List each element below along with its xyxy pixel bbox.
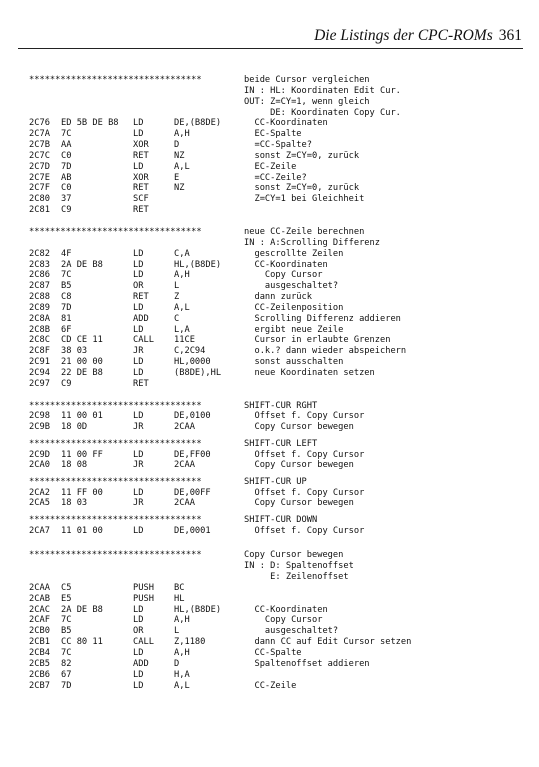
code-line xyxy=(29,422,519,433)
comment: ausgeschaltet? xyxy=(244,281,339,292)
asterisk-separator: ********************************* xyxy=(29,476,202,487)
address: 2C87 xyxy=(29,281,50,292)
opcode-bytes: 4F xyxy=(61,248,72,259)
code-line xyxy=(29,325,519,336)
address: 2CB5 xyxy=(29,658,50,669)
asterisk-separator: ********************************* xyxy=(29,400,202,411)
address: 2CB6 xyxy=(29,669,50,680)
opcode-bytes: 7C xyxy=(61,648,72,658)
operand: E xyxy=(174,172,180,183)
code-line xyxy=(29,162,519,173)
operand: A,L xyxy=(174,161,190,172)
comment: CC-Koordinaten xyxy=(244,604,328,615)
mnemonic: SCF xyxy=(133,194,149,205)
comment: SHIFT-CUR RGHT xyxy=(244,400,318,411)
comment: Copy Cursor bewegen xyxy=(244,498,354,509)
operand: DE,0100 xyxy=(174,411,211,422)
address: 2C82 xyxy=(29,248,50,259)
mnemonic: XOR xyxy=(133,140,149,151)
code-line xyxy=(29,281,519,292)
comment: o.k.? dann wieder abspeichern xyxy=(244,346,407,357)
mnemonic: LD xyxy=(133,129,144,140)
opcode-bytes: 18 03 xyxy=(61,498,88,509)
operand: DE,00FF xyxy=(174,487,211,498)
comment: =CC-Zeile? xyxy=(244,172,307,183)
opcode-bytes: 6F xyxy=(61,324,72,335)
asterisk-separator: ********************************* xyxy=(29,226,202,237)
address: 2CB4 xyxy=(29,648,50,658)
opcode-bytes: 22 DE B8 xyxy=(61,367,103,378)
code-line xyxy=(29,270,519,281)
comment: IN : HL: Koordinaten Edit Cur. xyxy=(244,85,401,96)
asterisk-separator: ********************************* xyxy=(29,438,202,449)
mnemonic: LD xyxy=(133,680,144,691)
section-header-line xyxy=(29,515,519,526)
operand: L xyxy=(174,281,180,292)
mnemonic: JR xyxy=(133,346,144,357)
address: 2C9D xyxy=(29,449,50,460)
mnemonic: LD xyxy=(133,302,144,313)
opcode-bytes: 7D xyxy=(61,680,72,691)
address: 2C91 xyxy=(29,357,50,368)
asterisk-separator: ********************************* xyxy=(29,75,202,85)
opcode-bytes: AA xyxy=(61,140,72,151)
operand: DE,FF00 xyxy=(174,449,211,460)
code-line xyxy=(29,594,519,605)
operand: A,L xyxy=(174,680,190,691)
mnemonic: LD xyxy=(133,669,144,680)
operand: A,H xyxy=(174,129,190,140)
operand: Z,1180 xyxy=(174,637,206,648)
code-line xyxy=(29,615,519,626)
code-line xyxy=(29,626,519,637)
address: 2C80 xyxy=(29,194,50,205)
mnemonic: RET xyxy=(133,183,149,194)
mnemonic: LD xyxy=(133,648,144,658)
operand: DE,(B8DE) xyxy=(174,118,222,129)
opcode-bytes: 82 xyxy=(61,658,72,669)
code-line xyxy=(29,346,519,357)
section-header-line xyxy=(29,477,519,488)
comment: =CC-Spalte? xyxy=(244,140,312,151)
comment: EC-Spalte xyxy=(244,129,302,140)
running-title: Die Listings der CPC-ROMs xyxy=(314,27,493,44)
mnemonic: LD xyxy=(133,615,144,626)
code-line xyxy=(29,249,519,260)
address: 2C9B xyxy=(29,422,50,433)
code-line xyxy=(29,368,519,379)
mnemonic: ADD xyxy=(133,658,149,669)
comment: Spaltenoffset addieren xyxy=(244,658,370,669)
comment: CC-Zeile xyxy=(244,680,297,691)
comment: sonst ausschalten xyxy=(244,357,344,368)
operand: 2CAA xyxy=(174,422,195,433)
comment: Offset f. Copy Cursor xyxy=(244,449,365,460)
address: 2C98 xyxy=(29,411,50,422)
opcode-bytes: 21 00 00 xyxy=(61,357,103,368)
address: 2CA2 xyxy=(29,487,50,498)
code-line xyxy=(29,648,519,659)
comment: EC-Zeile xyxy=(244,161,297,172)
mnemonic: LD xyxy=(133,259,144,270)
opcode-bytes: 2A DE B8 xyxy=(61,604,103,615)
mnemonic: LD xyxy=(133,525,144,536)
comment: E: Zeilenoffset xyxy=(244,572,349,583)
operand: C,2C94 xyxy=(174,346,206,357)
operand: D xyxy=(174,140,180,151)
opcode-bytes: 11 FF 00 xyxy=(61,487,103,498)
comment: Copy Cursor xyxy=(244,270,323,281)
operand: A,L xyxy=(174,302,190,313)
code-line xyxy=(29,260,519,271)
comment: Offset f. Copy Cursor xyxy=(244,525,365,536)
opcode-bytes: C0 xyxy=(61,183,72,194)
assembler-listing xyxy=(29,75,519,691)
comment-line xyxy=(29,108,519,119)
comment: neue Koordinaten setzen xyxy=(244,367,375,378)
opcode-bytes: AB xyxy=(61,172,72,183)
operand: HL xyxy=(174,593,185,604)
comment: CC-Spalte xyxy=(244,648,302,658)
comment: Offset f. Copy Cursor xyxy=(244,411,365,422)
comment: Z=CY=1 bei Gleichheit xyxy=(244,194,365,205)
opcode-bytes: E5 xyxy=(61,593,72,604)
operand: 11CE xyxy=(174,335,195,346)
comment: Cursor in erlaubte Grenzen xyxy=(244,335,391,346)
address: 2CAF xyxy=(29,615,50,626)
operand: NZ xyxy=(174,150,185,161)
mnemonic: OR xyxy=(133,281,144,292)
address: 2C7F xyxy=(29,183,50,194)
operand: C,A xyxy=(174,248,190,259)
mnemonic: LD xyxy=(133,161,144,172)
mnemonic: OR xyxy=(133,626,144,637)
comment: ausgeschaltet? xyxy=(244,626,339,637)
mnemonic: XOR xyxy=(133,172,149,183)
operand: (B8DE),HL xyxy=(174,367,222,378)
code-line xyxy=(29,183,519,194)
address: 2CB0 xyxy=(29,626,50,637)
spacer xyxy=(29,216,519,227)
comment: dann CC auf Edit Cursor setzen xyxy=(244,637,412,648)
comment-line xyxy=(29,238,519,249)
address: 2C88 xyxy=(29,292,50,303)
code-line xyxy=(29,194,519,205)
mnemonic: PUSH xyxy=(133,593,154,604)
opcode-bytes: C8 xyxy=(61,292,72,303)
comment: CC-Zeilenposition xyxy=(244,302,344,313)
opcode-bytes: C5 xyxy=(61,582,72,593)
opcode-bytes: 38 03 xyxy=(61,346,88,357)
mnemonic: ADD xyxy=(133,313,149,324)
spacer xyxy=(29,390,519,401)
address: 2C76 xyxy=(29,118,50,129)
mnemonic: LD xyxy=(133,357,144,368)
address: 2C7D xyxy=(29,161,50,172)
asterisk-separator: ********************************* xyxy=(29,514,202,525)
mnemonic: LD xyxy=(133,367,144,378)
section-header-line xyxy=(29,550,519,561)
comment: Copy Cursor xyxy=(244,615,323,626)
address: 2C7B xyxy=(29,140,50,151)
mnemonic: PUSH xyxy=(133,582,154,593)
code-line xyxy=(29,335,519,346)
address: 2CAA xyxy=(29,582,50,593)
code-line xyxy=(29,681,519,692)
comment: SHIFT-CUR DOWN xyxy=(244,514,318,525)
mnemonic: LD xyxy=(133,324,144,335)
section-header-line xyxy=(29,75,519,86)
address: 2CAB xyxy=(29,593,50,604)
comment: Copy Cursor bewegen xyxy=(244,422,354,433)
code-line xyxy=(29,488,519,499)
operand: C xyxy=(174,313,180,324)
code-line xyxy=(29,314,519,325)
operand: D xyxy=(174,658,180,669)
code-line xyxy=(29,637,519,648)
comment-line xyxy=(29,97,519,108)
operand: BC xyxy=(174,582,185,593)
address: 2CA5 xyxy=(29,498,50,509)
code-line xyxy=(29,411,519,422)
mnemonic: JR xyxy=(133,498,144,509)
code-line xyxy=(29,292,519,303)
address: 2C83 xyxy=(29,259,50,270)
operand: HL,(B8DE) xyxy=(174,259,222,270)
address: 2C81 xyxy=(29,205,50,216)
opcode-bytes: 18 0D xyxy=(61,422,88,433)
code-line xyxy=(29,303,519,314)
address: 2C8F xyxy=(29,346,50,357)
comment: beide Cursor vergleichen xyxy=(244,75,370,85)
code-line xyxy=(29,659,519,670)
code-line xyxy=(29,118,519,129)
opcode-bytes: 11 01 00 xyxy=(61,525,103,536)
address: 2CB1 xyxy=(29,637,50,648)
address: 2CAC xyxy=(29,604,50,615)
operand: 2CAA xyxy=(174,498,195,509)
code-line xyxy=(29,129,519,140)
page-number: 361 xyxy=(498,27,522,44)
address: 2C94 xyxy=(29,367,50,378)
header-rule xyxy=(18,48,523,49)
opcode-bytes: 7C xyxy=(61,129,72,140)
comment: IN : D: Spaltenoffset xyxy=(244,561,354,572)
operand: HL,(B8DE) xyxy=(174,604,222,615)
operand: L xyxy=(174,626,180,637)
operand: A,H xyxy=(174,615,190,626)
comment: OUT: Z=CY=1, wenn gleich xyxy=(244,96,370,107)
mnemonic: RET xyxy=(133,150,149,161)
operand: 2CAA xyxy=(174,460,195,471)
code-line xyxy=(29,151,519,162)
opcode-bytes: 7D xyxy=(61,161,72,172)
address: 2C7E xyxy=(29,172,50,183)
address: 2C8A xyxy=(29,313,50,324)
comment: Scrolling Differenz addieren xyxy=(244,313,401,324)
code-line xyxy=(29,583,519,594)
opcode-bytes: ED 5B DE B8 xyxy=(61,118,119,129)
opcode-bytes: 81 xyxy=(61,313,72,324)
opcode-bytes: C9 xyxy=(61,378,72,389)
mnemonic: RET xyxy=(133,205,149,216)
spacer xyxy=(29,536,519,550)
operand: A,H xyxy=(174,270,190,281)
opcode-bytes: B5 xyxy=(61,281,72,292)
address: 2CA0 xyxy=(29,460,50,471)
mnemonic: RET xyxy=(133,292,149,303)
mnemonic: LD xyxy=(133,449,144,460)
mnemonic: LD xyxy=(133,118,144,129)
opcode-bytes: 37 xyxy=(61,194,72,205)
code-line xyxy=(29,379,519,390)
opcode-bytes: 11 00 01 xyxy=(61,411,103,422)
opcode-bytes: 7C xyxy=(61,615,72,626)
mnemonic: CALL xyxy=(133,335,154,346)
opcode-bytes: CD CE 11 xyxy=(61,335,103,346)
operand: HL,0000 xyxy=(174,357,211,368)
opcode-bytes: 18 08 xyxy=(61,460,88,471)
opcode-bytes: CC 80 11 xyxy=(61,637,103,648)
comment: IN : A:Scrolling Differenz xyxy=(244,237,380,248)
opcode-bytes: 7C xyxy=(61,270,72,281)
comment-line xyxy=(29,561,519,572)
code-line xyxy=(29,670,519,681)
comment: sonst Z=CY=0, zurück xyxy=(244,183,360,194)
code-line xyxy=(29,526,519,537)
mnemonic: CALL xyxy=(133,637,154,648)
mnemonic: LD xyxy=(133,487,144,498)
comment: CC-Koordinaten xyxy=(244,259,328,270)
comment: Copy Cursor bewegen xyxy=(244,460,354,471)
comment: SHIFT-CUR LEFT xyxy=(244,438,318,449)
comment: Copy Cursor bewegen xyxy=(244,550,344,561)
operand: NZ xyxy=(174,183,185,194)
comment: dann zurück xyxy=(244,292,312,303)
opcode-bytes: 67 xyxy=(61,669,72,680)
section-header-line xyxy=(29,439,519,450)
address: 2C7A xyxy=(29,129,50,140)
operand: A,H xyxy=(174,648,190,658)
comment: Offset f. Copy Cursor xyxy=(244,487,365,498)
section-header-line xyxy=(29,401,519,412)
comment: SHIFT-CUR UP xyxy=(244,476,307,487)
mnemonic: JR xyxy=(133,422,144,433)
mnemonic: LD xyxy=(133,604,144,615)
mnemonic: LD xyxy=(133,270,144,281)
opcode-bytes: 11 00 FF xyxy=(61,449,103,460)
comment: ergibt neue Zeile xyxy=(244,324,344,335)
code-line xyxy=(29,460,519,471)
address: 2C89 xyxy=(29,302,50,313)
mnemonic: RET xyxy=(133,378,149,389)
address: 2C8C xyxy=(29,335,50,346)
code-line xyxy=(29,605,519,616)
code-line xyxy=(29,498,519,509)
opcode-bytes: C9 xyxy=(61,205,72,216)
page-header xyxy=(314,27,522,45)
address: 2CA7 xyxy=(29,525,50,536)
comment: gescrollte Zeilen xyxy=(244,248,344,259)
code-line xyxy=(29,140,519,151)
opcode-bytes: 2A DE B8 xyxy=(61,259,103,270)
opcode-bytes: 7D xyxy=(61,302,72,313)
address: 2C97 xyxy=(29,378,50,389)
address: 2C86 xyxy=(29,270,50,281)
opcode-bytes: C0 xyxy=(61,150,72,161)
address: 2C8B xyxy=(29,324,50,335)
comment: neue CC-Zeile berechnen xyxy=(244,226,365,237)
comment-line xyxy=(29,86,519,97)
mnemonic: JR xyxy=(133,460,144,471)
asterisk-separator: ********************************* xyxy=(29,550,202,561)
mnemonic: LD xyxy=(133,411,144,422)
operand: Z xyxy=(174,292,180,303)
operand: DE,0001 xyxy=(174,525,211,536)
section-header-line xyxy=(29,227,519,238)
comment: sonst Z=CY=0, zurück xyxy=(244,150,360,161)
mnemonic: LD xyxy=(133,248,144,259)
code-line xyxy=(29,357,519,368)
comment: CC-Koordinaten xyxy=(244,118,328,129)
address: 2C7C xyxy=(29,150,50,161)
comment-line xyxy=(29,572,519,583)
comment: DE: Koordinaten Copy Cur. xyxy=(244,107,401,118)
code-line xyxy=(29,205,519,216)
code-line xyxy=(29,450,519,461)
operand: L,A xyxy=(174,324,190,335)
address: 2CB7 xyxy=(29,680,50,691)
operand: H,A xyxy=(174,669,190,680)
opcode-bytes: B5 xyxy=(61,626,72,637)
code-line xyxy=(29,173,519,184)
